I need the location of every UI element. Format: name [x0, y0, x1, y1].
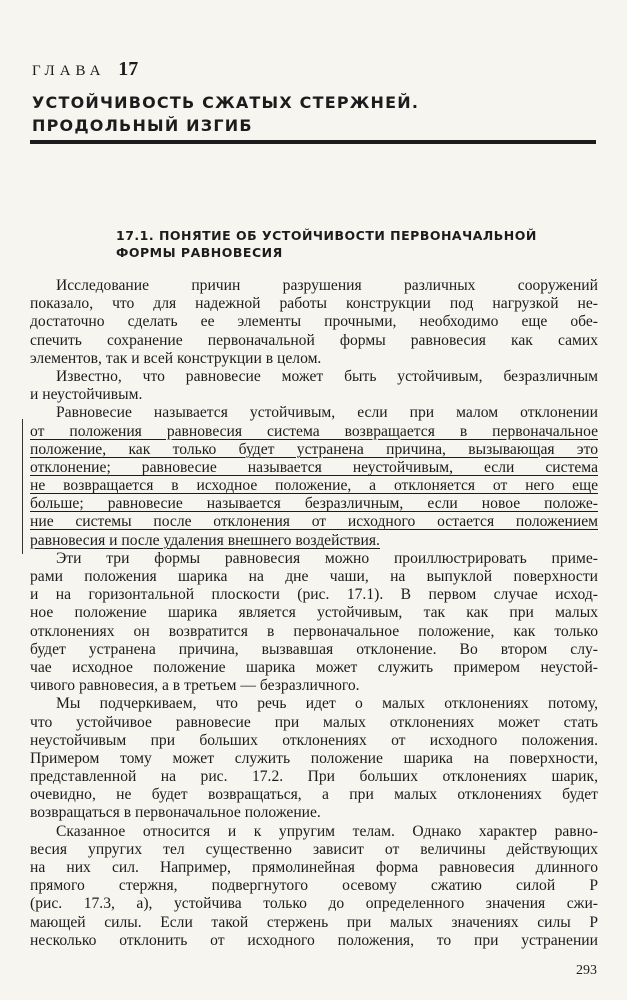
body-line: мающей силы. Если такой стержень при малых значениях силы P: [30, 913, 598, 931]
body-line: будет устранена причина, вызвавшая отклонение. Во втором слу-: [30, 640, 598, 658]
chapter-title: [32, 91, 602, 137]
body-line: отклонениях он возвратится в первоначальное положение, как только: [30, 622, 598, 640]
body-line: Исследование причин разрушения различных сооружений: [56, 277, 598, 294]
body-line: несколько отклонить от исходного положения, то при устранении: [30, 931, 598, 949]
body-line: весия упругих тел существенно зависит от величины действующих: [30, 840, 598, 858]
body-line: Известно, что равновесие может быть устойчивым, безразличным: [56, 367, 598, 385]
body-line-underlined: положение, как только будет устранена причина, вызывающая это: [30, 440, 598, 458]
body-line-underlined: ние системы после отклонения от исходного остается положением: [30, 513, 598, 531]
body-line: ное положение шарика является устойчивым, так как при малых: [30, 604, 598, 622]
body-line-underlined: равновесия и после удаления внешнего воздействия.: [30, 531, 380, 549]
body-line: прямого стержня, подвергнутого осевому сжатию силой P: [30, 877, 598, 895]
body-line: неустойчивым при больших отклонениях от исходного положения.: [30, 731, 598, 749]
body-line: Примером тому может служить положение шарика на поверхности,: [30, 749, 598, 767]
body-line: рами положения шарика на дне чаши, на выпуклой поверхности: [30, 568, 598, 585]
chapter-divider: [30, 140, 596, 144]
body-line-underlined: отклонение; равновесие называется неустойчивым, если система: [30, 458, 598, 476]
chapter-title-line-1: УСТОЙЧИВОСТЬ СЖАТЫХ СТЕРЖНЕЙ.: [32, 93, 420, 112]
chapter-word: ГЛАВА: [32, 63, 106, 79]
body-line: чивого равновесия, а в третьем — безразличного.: [30, 677, 360, 695]
section-title: [116, 227, 576, 261]
chapter-title-line-2: ПРОДОЛЬНЫЙ ИЗГИБ: [32, 116, 253, 135]
body-line: представленной на рис. 17.2. При больших отклонениях шарик,: [30, 768, 598, 786]
body-line: Сказанное относится и к упругим телам. Однако характер равно-: [56, 822, 598, 840]
body-line-underlined: от положения равновесия система возвращается в первоначальное: [30, 422, 598, 440]
chapter-number: 17: [118, 58, 139, 80]
section-title-line-2: ФОРМЫ РАВНОВЕСИЯ: [116, 245, 283, 260]
body-line: возвращаться в первоначальное положение.: [30, 804, 321, 822]
body-line: спечить сохранение первоначальной формы равновесия как самих: [30, 331, 598, 349]
body-line: и неустойчивым.: [30, 386, 143, 404]
body-line: показало, что для надежной работы конструкции под нагрузкой не-: [30, 295, 598, 313]
body-text: [30, 277, 598, 950]
body-line: очевидно, не будет возвращаться, а при малых отклонениях будет: [30, 786, 598, 804]
body-line-underlined: больше; равновесие называется безразличным, если новое положе-: [30, 495, 598, 513]
page-number: 293: [576, 963, 597, 978]
body-line: Равновесие называется устойчивым, если при малом отклонении: [56, 404, 598, 422]
body-line: и на горизонтальной плоскости (рис. 17.1). В первом случае исход-: [30, 586, 598, 604]
body-line: Мы подчеркиваем, что речь идет о малых отклонениях потому,: [56, 695, 598, 713]
body-line: что устойчивое равновесие при малых отклонениях может стать: [30, 713, 598, 731]
body-line: достаточно сделать ее элементы прочными, необходимо еще обе-: [30, 313, 598, 331]
body-line: Эти три формы равновесия можно проиллюстрировать приме-: [56, 549, 598, 567]
body-line-underlined: не возвращается в исходное положение, а отклоняется от него еще: [30, 477, 598, 495]
chapter-label: [32, 58, 138, 81]
body-line: чае исходное положение шарика может служить примером неустой-: [30, 658, 598, 676]
body-line: элементов, так и всей конструкции в целом.: [30, 349, 322, 367]
body-line: (рис. 17.3, а), устойчива только до определенного значения сжи-: [30, 895, 598, 913]
body-line: на них сил. Например, прямолинейная форма равновесия длинного: [30, 859, 598, 876]
section-title-line-1: 17.1. ПОНЯТИЕ ОБ УСТОЙЧИВОСТИ ПЕРВОНАЧАЛЬНОЙ: [116, 228, 537, 243]
